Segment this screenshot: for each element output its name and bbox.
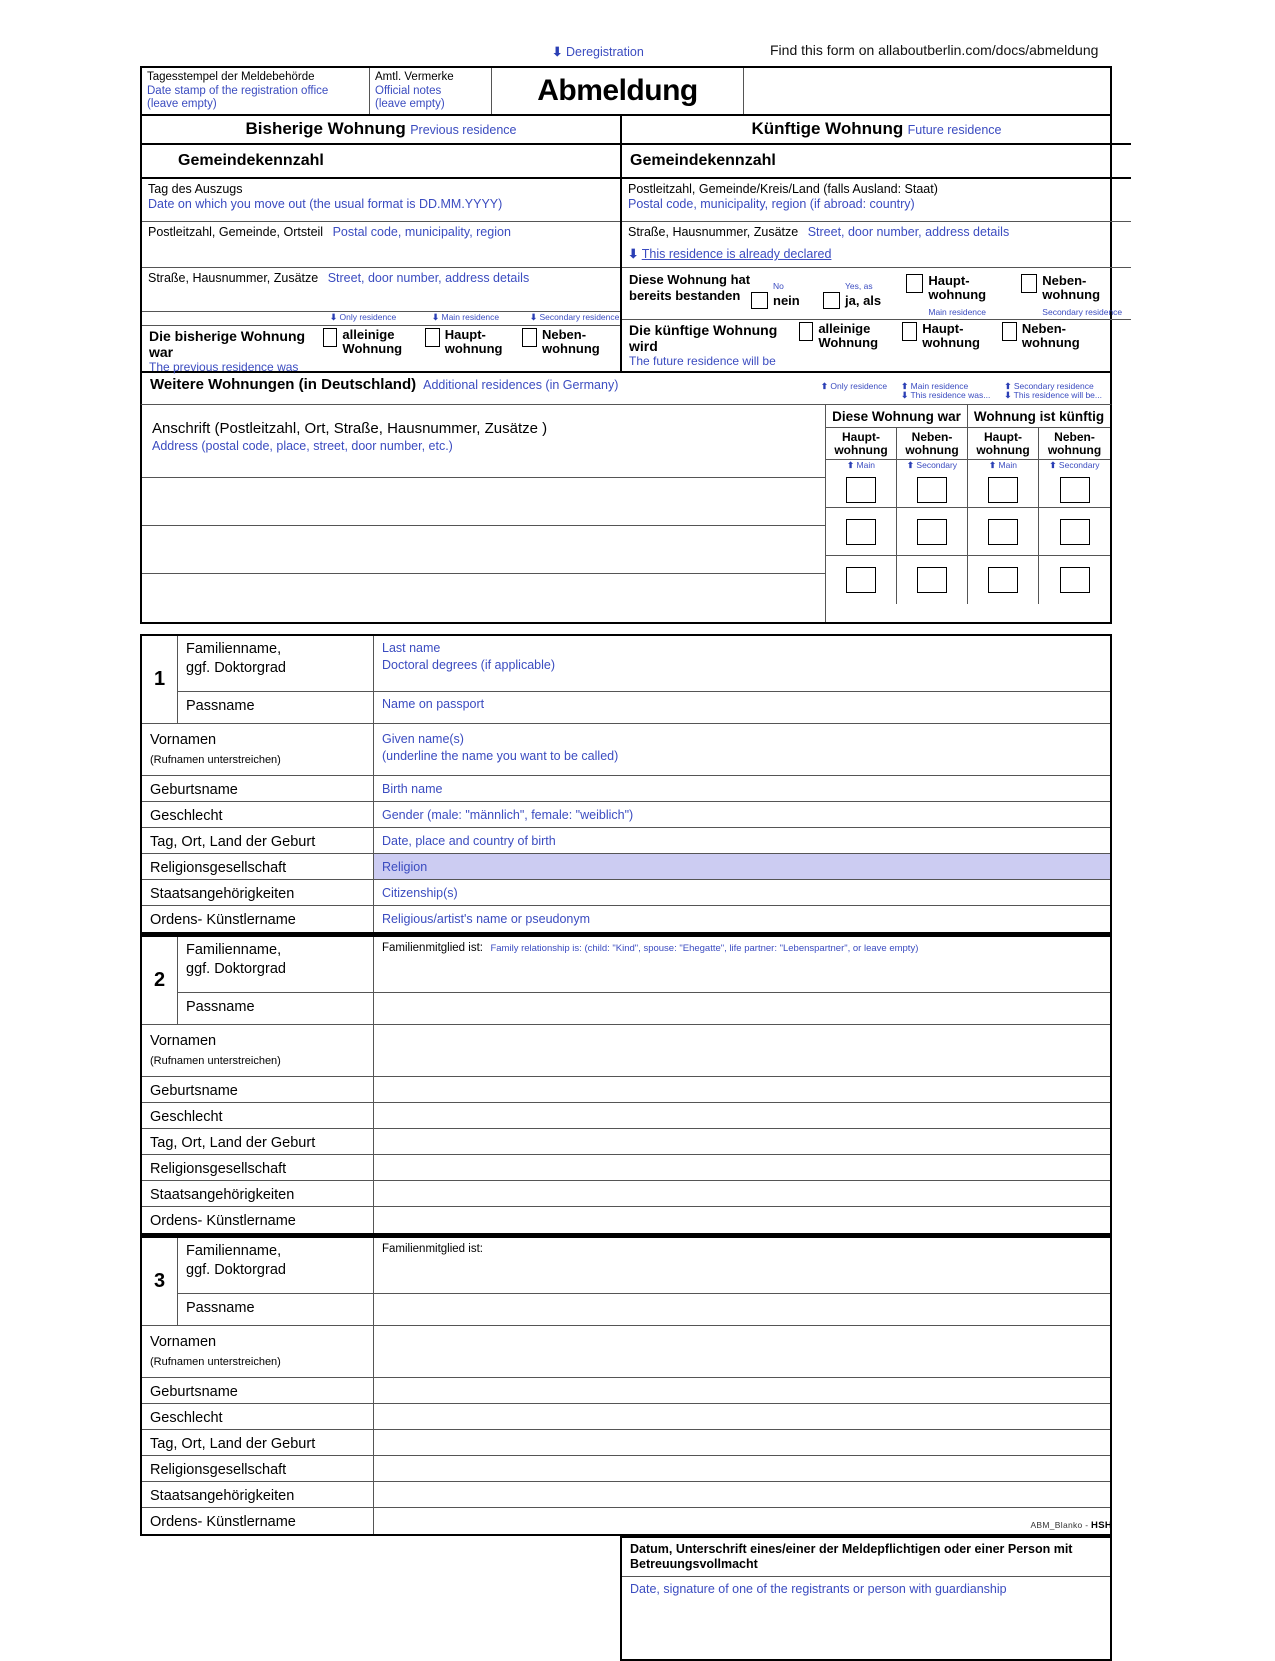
- person2-vornamen-value[interactable]: [374, 1025, 1110, 1076]
- person3-religion-label: Religionsgesellschaft: [142, 1456, 374, 1481]
- signature-area: [140, 1536, 1112, 1661]
- person3-geburt-label: Tag, Ort, Land der Geburt: [142, 1430, 374, 1455]
- person1-name-values: [374, 636, 1110, 723]
- additional-mini-future-main: ⬆ Main: [968, 460, 1039, 473]
- person3-geburt-value[interactable]: [374, 1430, 1110, 1455]
- person2-religion-value[interactable]: [374, 1155, 1110, 1180]
- future-checkbox-only[interactable]: [799, 322, 813, 341]
- future-exists-no[interactable]: [751, 272, 823, 309]
- previous-street-label: [148, 271, 614, 286]
- previous-residence-title-de: Bisherige Wohnung: [245, 119, 406, 138]
- additional-checkbox-r2-future-main[interactable]: [988, 519, 1018, 545]
- previous-note-only: ⬇ Only residence: [330, 312, 397, 322]
- future-checkbox-exists-main[interactable]: [906, 274, 923, 293]
- previous-street-label-de: Straße, Hausnummer, Zusätze: [148, 271, 319, 285]
- additional-col-future-main: Haupt- wohnung: [968, 428, 1039, 459]
- signature-label-de-line1: Datum, Unterschrift eines/einer der Meldepflichtigen oder einer Person mit: [630, 1542, 1073, 1556]
- person3-passname-label: Passname: [186, 1300, 255, 1316]
- additional-cb-cell[interactable]: [968, 473, 1039, 507]
- future-gemeindekennzahl-label[interactable]: Gemeindekennzahl: [622, 145, 1131, 179]
- future-exists-label: [629, 272, 751, 304]
- previous-option-secondary[interactable]: [522, 328, 620, 356]
- footer-code-text: ABM_Blanko -: [1030, 1520, 1092, 1530]
- person3-ordens-value[interactable]: [374, 1508, 1110, 1534]
- person2-staat-value[interactable]: [374, 1181, 1110, 1206]
- person3-vornamen-label: Vornamen (Rufnamen unterstreichen): [142, 1326, 374, 1377]
- additional-cb-cell[interactable]: [897, 473, 968, 507]
- previous-street-field[interactable]: [142, 268, 620, 312]
- additional-address-label-en: Address (postal code, place, street, door number, etc.): [152, 439, 453, 453]
- footer-org: HSH: [1091, 1520, 1112, 1531]
- additional-checkbox-columns: [826, 405, 1110, 622]
- person1-geburtsname-row: [142, 776, 1110, 802]
- signature-left-spacer: [140, 1536, 620, 1661]
- additional-col-future-secondary: Neben- wohnung: [1047, 429, 1102, 457]
- person2-ordens-value[interactable]: [374, 1207, 1110, 1233]
- additional-checkbox-row-2: [826, 508, 1110, 556]
- person3-ordens-row: [142, 1508, 1110, 1534]
- future-exists-main-en: Main residence: [928, 307, 986, 317]
- page-title: Abmeldung: [537, 74, 698, 107]
- future-exists-yes-de: ja, als: [845, 293, 882, 308]
- person1-staat-row: [142, 880, 1110, 906]
- person3-number: 3: [142, 1238, 178, 1325]
- person3-geburtsname-label: Geburtsname: [142, 1378, 374, 1403]
- person1-geschlecht-value[interactable]: Gender (male: "männlich", female: "weiblich"): [382, 808, 634, 822]
- person1-geburt-value[interactable]: Date, place and country of birth: [382, 834, 556, 848]
- person3-family-note-de: Familienmitglied ist:: [382, 1243, 483, 1255]
- residence-band: [140, 116, 1123, 374]
- official-notes-box[interactable]: [370, 68, 492, 114]
- person3-family-note[interactable]: [374, 1238, 1110, 1294]
- previous-residence-column: [142, 116, 622, 374]
- additional-checkbox-r1-future-secondary[interactable]: [1060, 477, 1090, 503]
- person2-name-row: [142, 937, 1110, 1025]
- previous-arrow-notes: [142, 312, 620, 325]
- additional-address-label-de: Anschrift (Postleitzahl, Ort, Straße, Hausnummer, Zusätze ): [152, 420, 548, 437]
- person1-religion-row: [142, 854, 1110, 880]
- future-exists-secondary-de: Neben- wohnung: [1042, 273, 1101, 302]
- additional-note-main: ⬆ Main residence ⬇ This residence was...: [901, 381, 991, 400]
- header-blank-box[interactable]: [744, 68, 1110, 114]
- additional-checkbox-r2-was-main[interactable]: [846, 519, 876, 545]
- additional-mini-future-secondary: ⬆ Secondary: [1049, 460, 1100, 470]
- previous-status-row: [142, 325, 620, 374]
- additional-checkbox-r3-future-secondary[interactable]: [1060, 567, 1090, 593]
- future-street-label-de: Straße, Hausnummer, Zusätze: [628, 225, 799, 239]
- person3-religion-value[interactable]: [374, 1456, 1110, 1481]
- person1-passname-label: Passname: [186, 698, 255, 714]
- future-checkbox-secondary[interactable]: [1002, 322, 1017, 341]
- person3-vornamen-row: [142, 1326, 1110, 1378]
- person2-name-values: [374, 937, 1110, 1024]
- future-exists-main-de: Haupt- wohnung: [928, 273, 987, 302]
- additional-residences-table: [140, 405, 1112, 624]
- person3-vornamen-value[interactable]: [374, 1326, 1110, 1377]
- future-residence-strip: [622, 116, 1131, 145]
- signature-label-de-line2: Betreuungsvollmacht: [630, 1557, 758, 1571]
- additional-title-en: Additional residences (in Germany): [423, 378, 619, 392]
- person3-geburtsname-row: [142, 1378, 1110, 1404]
- person2-geburt-label: Tag, Ort, Land der Geburt: [142, 1129, 374, 1154]
- future-option-main[interactable]: [902, 322, 1002, 350]
- person1-geburtsname-value[interactable]: Birth name: [382, 782, 443, 796]
- future-exists-yes-en: Yes, as: [845, 281, 873, 291]
- previous-status-label-en: The previous residence was: [149, 360, 299, 374]
- previous-moveout-field[interactable]: [142, 179, 620, 222]
- person3-name-labels: [178, 1238, 374, 1325]
- person1-staat-label: Staatsangehörigkeiten: [142, 880, 374, 905]
- additional-note-only: ⬆ Only residence: [820, 381, 888, 391]
- person3-staat-label: Staatsangehörigkeiten: [142, 1482, 374, 1507]
- previous-postal-label-en: Postal code, municipality, region: [332, 225, 511, 239]
- future-exists-no-de: nein: [773, 293, 800, 308]
- person2-passname-value[interactable]: [374, 993, 1110, 1024]
- future-residence-title-de: Künftige Wohnung: [751, 119, 904, 138]
- person2-ordens-row: [142, 1207, 1110, 1233]
- previous-postal-field[interactable]: [142, 222, 620, 268]
- person1-staat-value[interactable]: Citizenship(s): [382, 886, 458, 900]
- additional-checkbox-r1-was-main[interactable]: [846, 477, 876, 503]
- additional-note-secondary: ⬆ Secondary residence ⬇ This residence will be...: [1004, 381, 1102, 400]
- person2-geburt-row: [142, 1129, 1110, 1155]
- official-notes-label-en: Official notes: [375, 84, 442, 97]
- additional-address-row-1[interactable]: [142, 478, 825, 526]
- down-arrow-icon: ⬇: [552, 45, 563, 59]
- additional-cb-cell[interactable]: [1039, 473, 1110, 507]
- additional-mini-was-main: ⬆ Main: [826, 460, 897, 473]
- person1-ordens-row: [142, 906, 1110, 932]
- future-residence-column: [622, 116, 1131, 371]
- person3-geschlecht-value[interactable]: [374, 1404, 1110, 1429]
- person2-staat-row: [142, 1181, 1110, 1207]
- find-form-link: Find this form on allaboutberlin.com/docs/abmeldung: [770, 42, 1099, 58]
- date-stamp-label-en: Date stamp of the registration office: [147, 84, 329, 97]
- future-already-declared-note: ⬇ This residence is already declared: [628, 247, 832, 261]
- additional-address-row-2[interactable]: [142, 526, 825, 574]
- person2-staat-label: Staatsangehörigkeiten: [142, 1181, 374, 1206]
- additional-arrow-notes: [821, 382, 1102, 401]
- future-exists-secondary[interactable]: [1021, 272, 1131, 320]
- additional-residences-header: [140, 371, 1112, 405]
- header-strip: [140, 66, 1112, 116]
- additional-col-was-main: Haupt- wohnung: [826, 428, 897, 459]
- future-street-label-en: Street, door number, address details: [807, 225, 1010, 239]
- person1-vornamen-label: Vornamen (Rufnamen unterstreichen): [142, 724, 374, 775]
- person2-family-note[interactable]: [374, 937, 1110, 993]
- additional-checkbox-r2-was-secondary[interactable]: [917, 519, 947, 545]
- previous-option-secondary-label: Neben- wohnung: [541, 327, 600, 356]
- future-street-label: [628, 225, 1125, 240]
- person1-ordens-value[interactable]: Religious/artist's name or pseudonym: [382, 912, 591, 926]
- footer-code: [1030, 1520, 1112, 1531]
- additional-checkbox-r3-was-main[interactable]: [846, 567, 876, 593]
- person1-vornamen-value[interactable]: Given name(s) (underline the name you want to be called): [382, 732, 619, 763]
- form-frame: [140, 66, 1123, 1661]
- future-postal-field[interactable]: [622, 179, 1131, 222]
- additional-cb-cell[interactable]: [826, 508, 897, 555]
- person3-ordens-label: Ordens- Künstlername: [142, 1508, 374, 1534]
- person2-geburtsname-value[interactable]: [374, 1077, 1110, 1102]
- person2-vornamen-row: [142, 1025, 1110, 1077]
- person2-family-note-en: Family relationship is: (child: "Kind", spouse: "Ehegatte", life partner: "Lebenspartner", or leave empty): [490, 943, 919, 954]
- signature-input-area[interactable]: [622, 1601, 1110, 1659]
- person2-familienname-label: Familienname, ggf. Doktorgrad: [178, 937, 373, 993]
- additional-address-column: [142, 405, 826, 622]
- person2-passname-label: Passname: [186, 999, 255, 1015]
- person1-passname-value[interactable]: Name on passport: [382, 697, 485, 711]
- previous-residence-strip: [142, 116, 620, 145]
- person2-geburtsname-label: Geburtsname: [142, 1077, 374, 1102]
- form-title-box: [492, 68, 744, 114]
- person1-religion-value[interactable]: Religion: [374, 854, 1110, 879]
- additional-column-headers: [826, 428, 1110, 460]
- date-stamp-box[interactable]: [142, 68, 370, 114]
- person2-family-note-de: Familienmitglied ist:: [382, 942, 483, 954]
- future-status-labels: [629, 322, 799, 368]
- future-checkbox-exists-secondary[interactable]: [1021, 274, 1037, 293]
- previous-checkbox-only[interactable]: [323, 328, 337, 347]
- person1-name-labels: [178, 636, 374, 723]
- person3-religion-row: [142, 1456, 1110, 1482]
- additional-group-was: Diese Wohnung war: [826, 405, 968, 427]
- future-option-secondary-label: Neben- wohnung: [1021, 321, 1080, 350]
- previous-residence-title-en: Previous residence: [410, 123, 517, 137]
- future-postal-label-en: Postal code, municipality, region (if abroad: country): [628, 197, 915, 211]
- person1-geschlecht-label: Geschlecht: [142, 802, 374, 827]
- additional-checkbox-row-3: [826, 556, 1110, 604]
- person2-geschlecht-value[interactable]: [374, 1103, 1110, 1128]
- person1-number: 1: [142, 636, 178, 723]
- additional-group-headers: [826, 405, 1110, 428]
- date-stamp-note: (leave empty): [147, 98, 217, 110]
- person1-geburt-label: Tag, Ort, Land der Geburt: [142, 828, 374, 853]
- spacer: [140, 624, 1112, 634]
- previous-checkbox-secondary[interactable]: [522, 328, 537, 347]
- additional-group-future: Wohnung ist künftig: [973, 408, 1105, 424]
- person1-name-row: [142, 636, 1110, 724]
- official-notes-note: (leave empty): [375, 98, 445, 110]
- additional-address-row-3[interactable]: [142, 574, 825, 622]
- additional-mini-was-secondary: ⬆ Secondary: [897, 460, 968, 473]
- future-residence-title-en: Future residence: [907, 123, 1002, 137]
- future-checkbox-yes[interactable]: [823, 292, 840, 309]
- additional-cb-cell[interactable]: [1039, 556, 1110, 604]
- person1-familienname-label: Familienname, ggf. Doktorgrad: [178, 636, 373, 692]
- person2-ordens-label: Ordens- Künstlername: [142, 1207, 374, 1233]
- person3-geschlecht-row: [142, 1404, 1110, 1430]
- person3-name-row: [142, 1238, 1110, 1326]
- future-option-only-label: alleinige Wohnung: [818, 321, 879, 350]
- additional-column-mini-labels: [826, 460, 1110, 473]
- deregistration-label: Deregistration: [565, 45, 644, 59]
- person3-geburt-row: [142, 1430, 1110, 1456]
- previous-postal-label-de: Postleitzahl, Gemeinde, Ortsteil: [148, 225, 324, 239]
- person2-geschlecht-label: Geschlecht: [142, 1103, 374, 1128]
- person2-number: 2: [142, 937, 178, 1024]
- future-exists-secondary-en: Secondary residence: [1042, 307, 1123, 317]
- previous-street-label-en: Street, door number, address details: [327, 271, 530, 285]
- person1-geschlecht-row: [142, 802, 1110, 828]
- person1-geburtsname-label: Geburtsname: [142, 776, 374, 801]
- person2-geburt-value[interactable]: [374, 1129, 1110, 1154]
- person3-name-values: [374, 1238, 1110, 1325]
- additional-cb-cell[interactable]: [826, 556, 897, 604]
- additional-checkbox-r3-was-secondary[interactable]: [917, 567, 947, 593]
- additional-cb-cell[interactable]: [897, 556, 968, 604]
- future-street-field[interactable]: [622, 222, 1131, 268]
- person1-familienname-value[interactable]: Last name Doctoral degrees (if applicable): [374, 636, 1110, 692]
- future-status-row: [622, 320, 1131, 366]
- future-checkbox-main[interactable]: [902, 322, 917, 341]
- person1-geburt-row: [142, 828, 1110, 854]
- person2-geburtsname-row: [142, 1077, 1110, 1103]
- person3-staat-row: [142, 1482, 1110, 1508]
- additional-address-labels[interactable]: [142, 405, 825, 478]
- future-exists-main[interactable]: [906, 272, 1021, 320]
- future-checkbox-no[interactable]: [751, 292, 768, 309]
- future-option-secondary[interactable]: [1002, 322, 1102, 350]
- previous-note-secondary: ⬇ Secondary residence: [530, 312, 620, 322]
- person3-geburtsname-value[interactable]: [374, 1378, 1110, 1403]
- person-block-3: [140, 1235, 1112, 1536]
- future-status-label-de: Die künftige Wohnung wird: [629, 322, 778, 354]
- person2-geschlecht-row: [142, 1103, 1110, 1129]
- person3-passname-value[interactable]: [374, 1294, 1110, 1325]
- previous-moveout-label-de: Tag des Auszugs: [148, 182, 243, 196]
- person3-familienname-label: Familienname, ggf. Doktorgrad: [178, 1238, 373, 1294]
- person1-vornamen-row: [142, 724, 1110, 776]
- official-notes-label-de: Amtl. Vermerke: [375, 71, 454, 83]
- future-status-label-en: The future residence will be: [629, 354, 776, 368]
- previous-option-main-label: Haupt- wohnung: [444, 327, 503, 356]
- future-exists-row: [622, 268, 1131, 320]
- previous-option-main[interactable]: [425, 328, 523, 356]
- additional-checkbox-r1-future-main[interactable]: [988, 477, 1018, 503]
- future-option-main-label: Haupt- wohnung: [922, 321, 980, 350]
- person3-geschlecht-label: Geschlecht: [142, 1404, 374, 1429]
- signature-label-de: [622, 1538, 1110, 1577]
- additional-title-de: Weitere Wohnungen (in Deutschland): [150, 376, 417, 393]
- previous-option-only[interactable]: [323, 328, 425, 356]
- future-exists-yes[interactable]: [823, 272, 906, 309]
- previous-gemeindekennzahl-label[interactable]: Gemeindekennzahl: [142, 145, 620, 179]
- additional-cb-cell[interactable]: [968, 508, 1039, 555]
- previous-checkbox-main[interactable]: [425, 328, 440, 347]
- person2-name-labels: [178, 937, 374, 1024]
- previous-moveout-label-en: Date on which you move out (the usual format is DD.MM.YYYY): [148, 197, 503, 211]
- future-exists-label-line2: bereits bestanden: [629, 288, 741, 303]
- future-option-only[interactable]: [799, 322, 902, 350]
- future-exists-label-line1: Diese Wohnung hat: [629, 272, 751, 287]
- person-block-2: [140, 934, 1112, 1235]
- additional-cb-cell[interactable]: [968, 556, 1039, 604]
- person2-vornamen-label: Vornamen (Rufnamen unterstreichen): [142, 1025, 374, 1076]
- additional-checkbox-row-1: [826, 473, 1110, 508]
- additional-cb-cell[interactable]: [1039, 508, 1110, 555]
- person1-religion-label: Religionsgesellschaft: [142, 854, 374, 879]
- previous-postal-label: [148, 225, 614, 240]
- future-postal-label-de: Postleitzahl, Gemeinde/Kreis/Land (falls Ausland: Staat): [628, 182, 938, 196]
- additional-cb-cell[interactable]: [826, 473, 897, 507]
- deregistration-note: [552, 44, 644, 59]
- top-links: [140, 44, 1115, 66]
- additional-cb-cell[interactable]: [897, 508, 968, 555]
- future-exists-no-en: No: [773, 281, 784, 291]
- person2-religion-label: Religionsgesellschaft: [142, 1155, 374, 1180]
- previous-note-main: ⬇ Main residence: [432, 312, 500, 322]
- person-block-1: [140, 634, 1112, 934]
- previous-status-label-de: Die bisherige Wohnung war: [149, 328, 306, 360]
- person3-staat-value[interactable]: [374, 1482, 1110, 1507]
- additional-checkbox-r1-was-secondary[interactable]: [917, 477, 947, 503]
- additional-checkbox-r3-future-main[interactable]: [988, 567, 1018, 593]
- previous-option-only-label: alleinige Wohnung: [342, 327, 403, 356]
- additional-checkbox-r2-future-secondary[interactable]: [1060, 519, 1090, 545]
- additional-col-was-secondary: Neben- wohnung: [897, 428, 968, 459]
- date-stamp-label-de: Tagesstempel der Meldebehörde: [147, 71, 315, 83]
- signature-label-en: Date, signature of one of the registrants or person with guardianship: [630, 1582, 1007, 1596]
- signature-box: [620, 1536, 1112, 1661]
- person1-ordens-label: Ordens- Künstlername: [142, 906, 374, 932]
- previous-status-labels: [149, 328, 323, 374]
- person2-religion-row: [142, 1155, 1110, 1181]
